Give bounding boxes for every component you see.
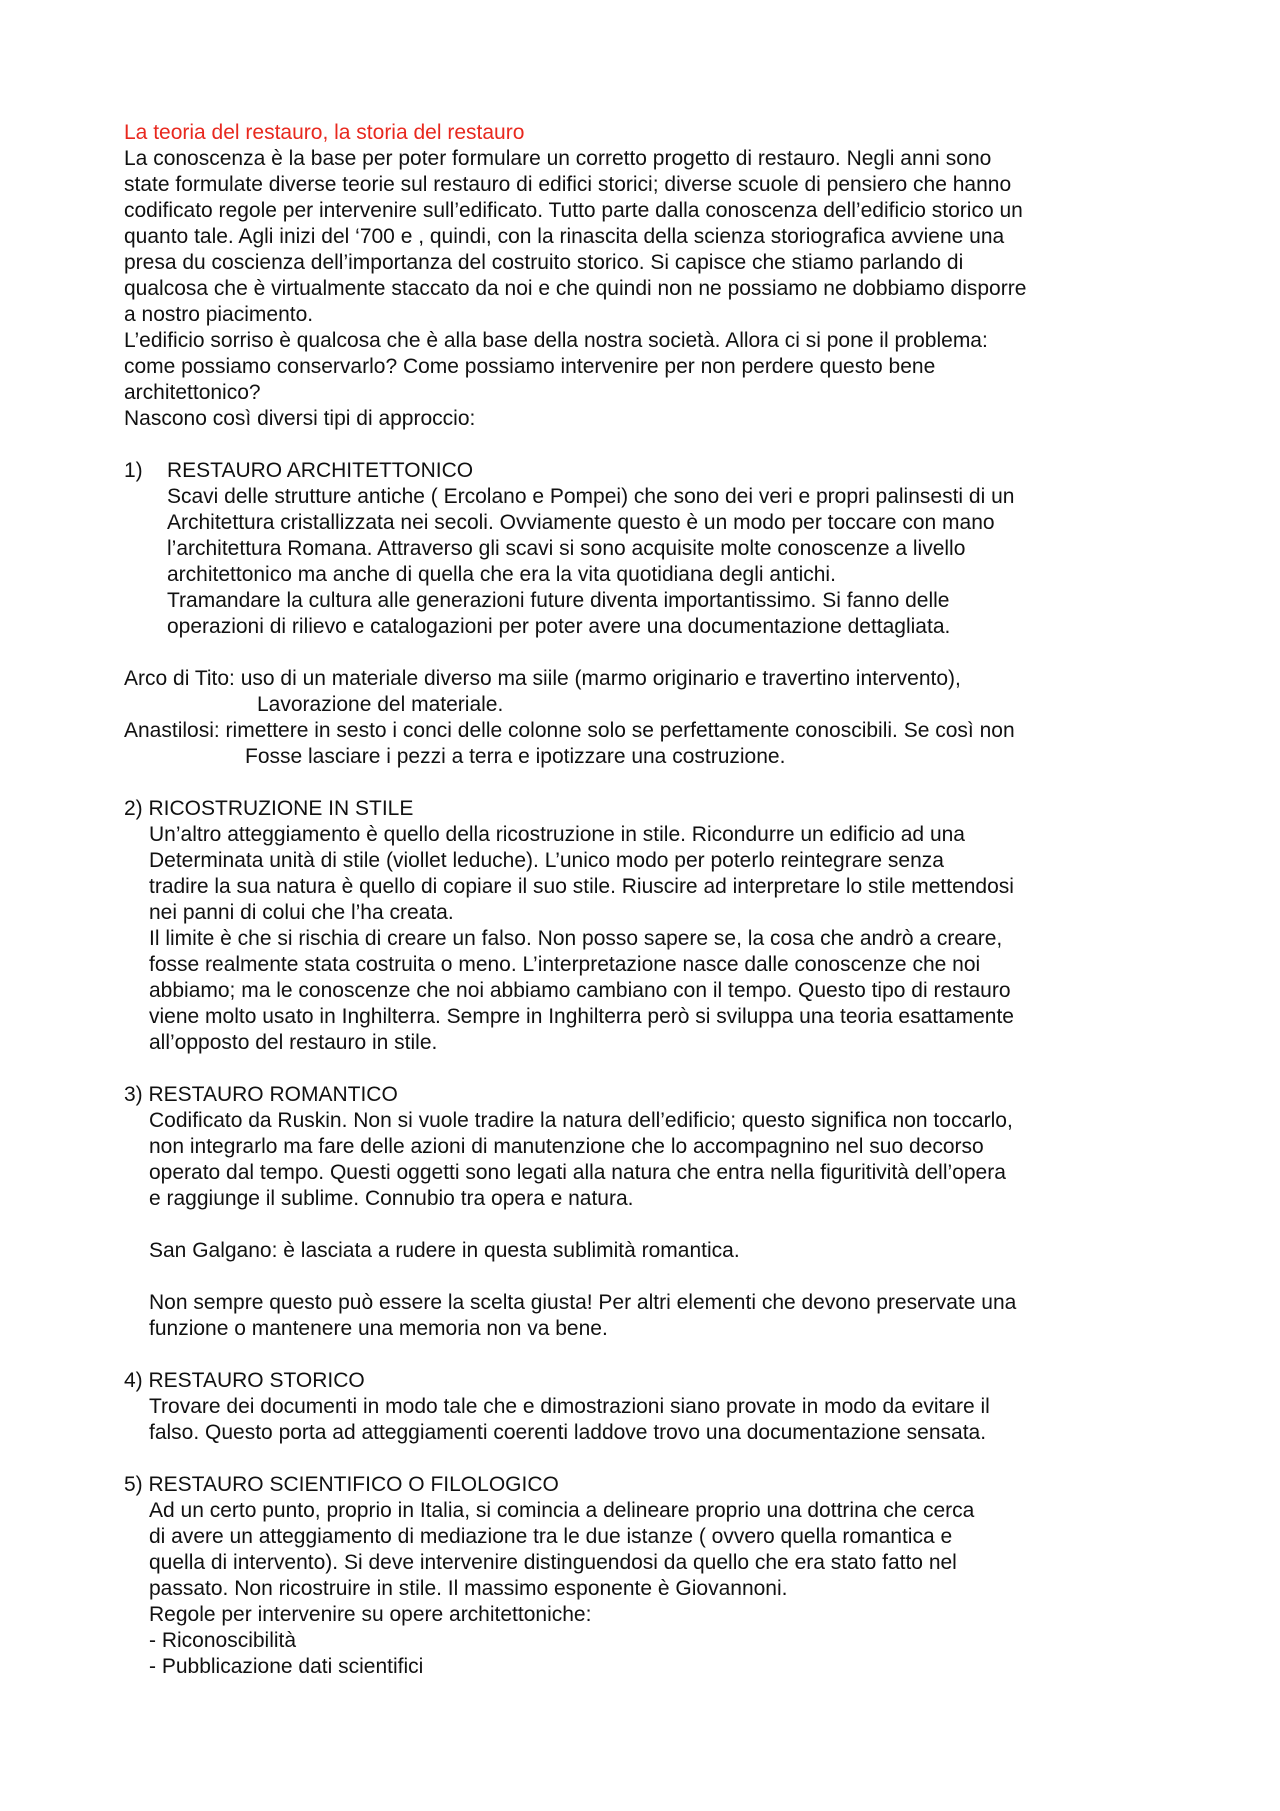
section-line: operazioni di rilievo e catalogazioni per poter avere una documentazione dettagliata. [167, 615, 951, 638]
section-line: quella di intervento). Si deve intervenire distinguendosi da quello che era stato fatto nel [149, 1551, 957, 1574]
san-galgano-example: San Galgano: è lasciata a rudere in questa sublimità romantica. [149, 1239, 740, 1262]
section-line: Architettura cristallizzata nei secoli. Ovviamente questo è un modo per toccare con mano [167, 511, 995, 534]
section-line: Ad un certo punto, proprio in Italia, si comincia a delineare proprio una dottrina che cerca [149, 1499, 975, 1522]
section-restauro-architettonico [124, 458, 1174, 640]
intro-line: quanto tale. Agli inizi del ‘700 e , quindi, con la rinascita della scienza storiografica avviene una [124, 225, 1005, 248]
intro-paragraph [124, 146, 1174, 432]
section-line: Un’altro atteggiamento è quello della ricostruzione in stile. Ricondurre un edificio ad una [149, 823, 965, 846]
section-line: Trovare dei documenti in modo tale che e dimostrazioni siano provate in modo da evitare il [149, 1395, 990, 1418]
section-line: operato dal tempo. Questi oggetti sono legati alla natura che entra nella figuritività dell’opera [149, 1161, 1006, 1184]
section-line: Tramandare la cultura alle generazioni future diventa importantissimo. Si fanno delle [167, 589, 950, 612]
section-note-line: funzione o mantenere una memoria non va bene. [149, 1317, 608, 1340]
section-line: tradire la sua natura è quello di copiare il suo stile. Riuscire ad interpretare lo stile mettendosi [149, 875, 1014, 898]
intro-line: a nostro piacimento. [124, 303, 314, 326]
section-line: l’architettura Romana. Attraverso gli scavi si sono acquisite molte conoscenze a livello [167, 537, 966, 560]
section-line: nei panni di colui che l’ha creata. [149, 901, 454, 924]
section-restauro-scientifico [124, 1472, 1174, 1680]
intro-line: presa du coscienza dell’importanza del costruito storico. Si capisce che stiamo parlando di [124, 251, 964, 274]
intro-line: state formulate diverse teorie sul restauro di edifici storici; diverse scuole di pensiero che hanno [124, 173, 1012, 196]
intro-line: La conoscenza è la base per poter formulare un corretto progetto di restauro. Negli anni sono [124, 147, 992, 170]
intro-line: come possiamo conservarlo? Come possiamo intervenire per non perdere questo bene [124, 355, 936, 378]
section-line: abbiamo; ma le conoscenze che noi abbiamo cambiano con il tempo. Questo tipo di restauro [149, 979, 1011, 1002]
intro-line: L’edificio sorriso è qualcosa che è alla base della nostra società. Allora ci si pone il problema: [124, 329, 988, 352]
section-note-line: Non sempre questo può essere la scelta giusta! Per altri elementi che devono preservate una [149, 1291, 1017, 1314]
examples-block [124, 666, 1174, 770]
arco-di-tito-continuation: Lavorazione del materiale. [257, 693, 504, 716]
section-line: all’opposto del restauro in stile. [149, 1031, 438, 1054]
section-heading: 2) RICOSTRUZIONE IN STILE [124, 797, 414, 820]
section-title: RESTAURO ARCHITETTONICO [167, 459, 474, 482]
section-line: di avere un atteggiamento di mediazione tra le due istanze ( ovvero quella romantica e [149, 1525, 953, 1548]
list-item: - Riconoscibilità [149, 1629, 297, 1652]
anastilosi-continuation: Fosse lasciare i pezzi a terra e ipotizzare una costruzione. [245, 745, 786, 768]
section-line: fosse realmente stata costruita o meno. L’interpretazione nasce dalle conoscenze che noi [149, 953, 981, 976]
section-restauro-storico [124, 1368, 1174, 1446]
section-line: Codificato da Ruskin. Non si vuole tradire la natura dell’edificio; questo significa non toccarlo, [149, 1109, 1013, 1132]
intro-line: codificato regole per intervenire sull’edificato. Tutto parte dalla conoscenza dell’edificio storico un [124, 199, 1023, 222]
intro-line: Nascono così diversi tipi di approccio: [124, 407, 476, 430]
arco-di-tito-line: Arco di Tito: uso di un materiale diverso ma siile (marmo originario e travertino intervento), [124, 667, 961, 690]
section-heading [124, 458, 1174, 484]
section-line: architettonico ma anche di quella che era la vita quotidiana degli antichi. [167, 563, 836, 586]
section-line: passato. Non ricostruire in stile. Il massimo esponente è Giovannoni. [149, 1577, 788, 1600]
section-line: viene molto usato in Inghilterra. Sempre in Inghilterra però si sviluppa una teoria esattamente [149, 1005, 1014, 1028]
section-line: non integrarlo ma fare delle azioni di manutenzione che lo accompagnino nel suo decorso [149, 1135, 984, 1158]
section-restauro-romantico [124, 1082, 1174, 1342]
document-title: La teoria del restauro, la storia del restauro [124, 121, 525, 144]
list-item: - Pubblicazione dati scientifici [149, 1655, 424, 1678]
section-line: falso. Questo porta ad atteggiamenti coerenti laddove trovo una documentazione sensata. [149, 1421, 987, 1444]
section-line: Determinata unità di stile (viollet leduche). L’unico modo per poterlo reintegrare senza [149, 849, 944, 872]
section-line: Scavi delle strutture antiche ( Ercolano e Pompei) che sono dei veri e propri palinsesti di un [167, 485, 1015, 508]
intro-line: architettonico? [124, 381, 261, 404]
document-page [124, 120, 1174, 1680]
section-heading: 3) RESTAURO ROMANTICO [124, 1083, 398, 1106]
section-number: 1) [124, 459, 143, 482]
section-line: Regole per intervenire su opere architettoniche: [149, 1603, 592, 1626]
anastilosi-line: Anastilosi: rimettere in sesto i conci delle colonne solo se perfettamente conoscibili. Se così non [124, 719, 1015, 742]
section-ricostruzione-in-stile [124, 796, 1174, 1056]
section-heading: 4) RESTAURO STORICO [124, 1369, 365, 1392]
section-line: Il limite è che si rischia di creare un falso. Non posso sapere se, la cosa che andrò a creare, [149, 927, 1003, 950]
section-line: e raggiunge il sublime. Connubio tra opera e natura. [149, 1187, 634, 1210]
section-heading: 5) RESTAURO SCIENTIFICO O FILOLOGICO [124, 1473, 559, 1496]
intro-line: qualcosa che è virtualmente staccato da noi e che quindi non ne possiamo ne dobbiamo disporre [124, 277, 1027, 300]
